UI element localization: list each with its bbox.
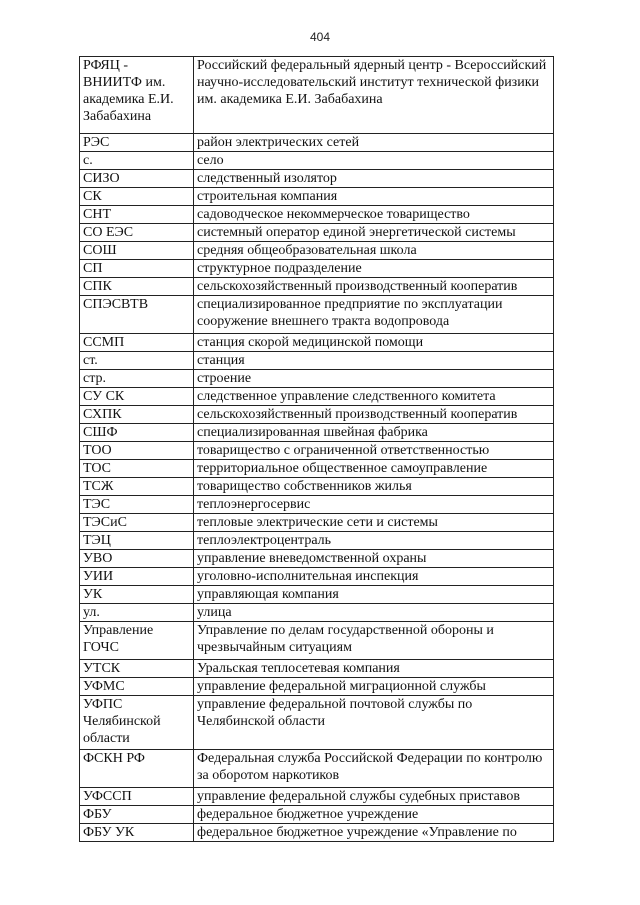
description-cell: средняя общеобразовательная школа xyxy=(194,242,554,260)
description-cell: станция скорой медицинской помощи xyxy=(194,334,554,352)
abbreviation-cell: СХПК xyxy=(80,406,194,424)
table-row xyxy=(80,206,554,224)
abbreviations-table xyxy=(79,56,554,842)
description-cell: улица xyxy=(194,604,554,622)
description-cell: территориальное общественное самоуправление xyxy=(194,460,554,478)
description-cell: теплоэлектроцентраль xyxy=(194,532,554,550)
abbreviation-cell: СУ СК xyxy=(80,388,194,406)
table-row xyxy=(80,532,554,550)
description-cell: управление федеральной службы судебных приставов xyxy=(194,788,554,806)
table-row xyxy=(80,622,554,660)
abbreviation-cell: Управление ГОЧС xyxy=(80,622,194,660)
abbreviation-cell: СШФ xyxy=(80,424,194,442)
table-row xyxy=(80,388,554,406)
table-row xyxy=(80,424,554,442)
abbreviation-cell: ТЭС xyxy=(80,496,194,514)
abbreviation-cell: ФБУ УК xyxy=(80,824,194,842)
abbreviation-cell: СНТ xyxy=(80,206,194,224)
abbreviation-cell: УТСК xyxy=(80,660,194,678)
abbreviation-cell: СПЭСВТВ xyxy=(80,296,194,334)
abbreviation-cell: ФСКН РФ xyxy=(80,750,194,788)
table-row xyxy=(80,242,554,260)
abbreviation-cell: ТЭЦ xyxy=(80,532,194,550)
description-cell: Управление по делам государственной обороны и чрезвычайным ситуациям xyxy=(194,622,554,660)
description-cell: станция xyxy=(194,352,554,370)
description-cell: район электрических сетей xyxy=(194,134,554,152)
abbreviation-cell: СПК xyxy=(80,278,194,296)
page-number: 404 xyxy=(309,30,331,44)
abbreviation-cell: ССМП xyxy=(80,334,194,352)
description-cell: село xyxy=(194,152,554,170)
abbreviations-table-body xyxy=(80,57,554,842)
description-cell: следственное управление следственного комитета xyxy=(194,388,554,406)
abbreviation-cell: СК xyxy=(80,188,194,206)
abbreviation-cell: СОШ xyxy=(80,242,194,260)
description-cell: федеральное бюджетное учреждение xyxy=(194,806,554,824)
abbreviation-cell: ТЭСиС xyxy=(80,514,194,532)
abbreviation-cell: ул. xyxy=(80,604,194,622)
table-row xyxy=(80,824,554,842)
description-cell: уголовно-исполнительная инспекция xyxy=(194,568,554,586)
abbreviation-cell: с. xyxy=(80,152,194,170)
description-cell: системный оператор единой энергетической системы xyxy=(194,224,554,242)
abbreviation-cell: УВО xyxy=(80,550,194,568)
table-row xyxy=(80,696,554,750)
description-cell: тепловые электрические сети и системы xyxy=(194,514,554,532)
abbreviation-cell: ТСЖ xyxy=(80,478,194,496)
description-cell: Российский федеральный ядерный центр - Всероссийский научно-исследовательский институт технической физики им. академика Е.И. Забабахина xyxy=(194,57,554,134)
description-cell: специализированное предприятие по эксплуатации сооружение внешнего тракта водопровода xyxy=(194,296,554,334)
abbreviation-cell: СО ЕЭС xyxy=(80,224,194,242)
description-cell: федеральное бюджетное учреждение «Управление по xyxy=(194,824,554,842)
description-cell: строение xyxy=(194,370,554,388)
abbreviation-cell: СП xyxy=(80,260,194,278)
abbreviation-cell: УК xyxy=(80,586,194,604)
description-cell: управляющая компания xyxy=(194,586,554,604)
abbreviation-cell: УФМС xyxy=(80,678,194,696)
description-cell: управление вневедомственной охраны xyxy=(194,550,554,568)
table-row xyxy=(80,568,554,586)
table-row xyxy=(80,496,554,514)
description-cell: садоводческое некоммерческое товарищество xyxy=(194,206,554,224)
abbreviation-cell: РЭС xyxy=(80,134,194,152)
abbreviation-cell: стр. xyxy=(80,370,194,388)
description-cell: сельскохозяйственный производственный кооператив xyxy=(194,406,554,424)
table-row xyxy=(80,57,554,134)
table-row xyxy=(80,514,554,532)
table-row xyxy=(80,152,554,170)
abbreviation-cell: УИИ xyxy=(80,568,194,586)
table-row xyxy=(80,296,554,334)
description-cell: сельскохозяйственный производственный кооператив xyxy=(194,278,554,296)
abbreviation-cell: ст. xyxy=(80,352,194,370)
table-row xyxy=(80,550,554,568)
table-row xyxy=(80,334,554,352)
description-cell: строительная компания xyxy=(194,188,554,206)
description-cell: следственный изолятор xyxy=(194,170,554,188)
table-row xyxy=(80,750,554,788)
table-row xyxy=(80,478,554,496)
abbreviation-cell: СИЗО xyxy=(80,170,194,188)
table-row xyxy=(80,806,554,824)
table-row xyxy=(80,170,554,188)
description-cell: специализированная швейная фабрика xyxy=(194,424,554,442)
abbreviation-cell: УФПС Челябинской области xyxy=(80,696,194,750)
table-row xyxy=(80,586,554,604)
description-cell: теплоэнергосервис xyxy=(194,496,554,514)
abbreviation-cell: УФССП xyxy=(80,788,194,806)
table-row xyxy=(80,406,554,424)
table-row xyxy=(80,660,554,678)
description-cell: товарищество собственников жилья xyxy=(194,478,554,496)
table-row xyxy=(80,442,554,460)
abbreviation-cell: РФЯЦ - ВНИИТФ им. академика Е.И. Забабахина xyxy=(80,57,194,134)
table-row xyxy=(80,788,554,806)
table-row xyxy=(80,604,554,622)
table-row xyxy=(80,352,554,370)
abbreviation-cell: ТОО xyxy=(80,442,194,460)
description-cell: структурное подразделение xyxy=(194,260,554,278)
description-cell: управление федеральной почтовой службы по Челябинской области xyxy=(194,696,554,750)
description-cell: управление федеральной миграционной службы xyxy=(194,678,554,696)
table-row xyxy=(80,260,554,278)
table-row xyxy=(80,370,554,388)
description-cell: Уральская теплосетевая компания xyxy=(194,660,554,678)
table-row xyxy=(80,134,554,152)
table-row xyxy=(80,460,554,478)
description-cell: Федеральная служба Российской Федерации по контролю за оборотом наркотиков xyxy=(194,750,554,788)
abbreviation-cell: ТОС xyxy=(80,460,194,478)
table-row xyxy=(80,224,554,242)
table-row xyxy=(80,278,554,296)
abbreviation-cell: ФБУ xyxy=(80,806,194,824)
table-row xyxy=(80,188,554,206)
table-row xyxy=(80,678,554,696)
description-cell: товарищество с ограниченной ответственностью xyxy=(194,442,554,460)
